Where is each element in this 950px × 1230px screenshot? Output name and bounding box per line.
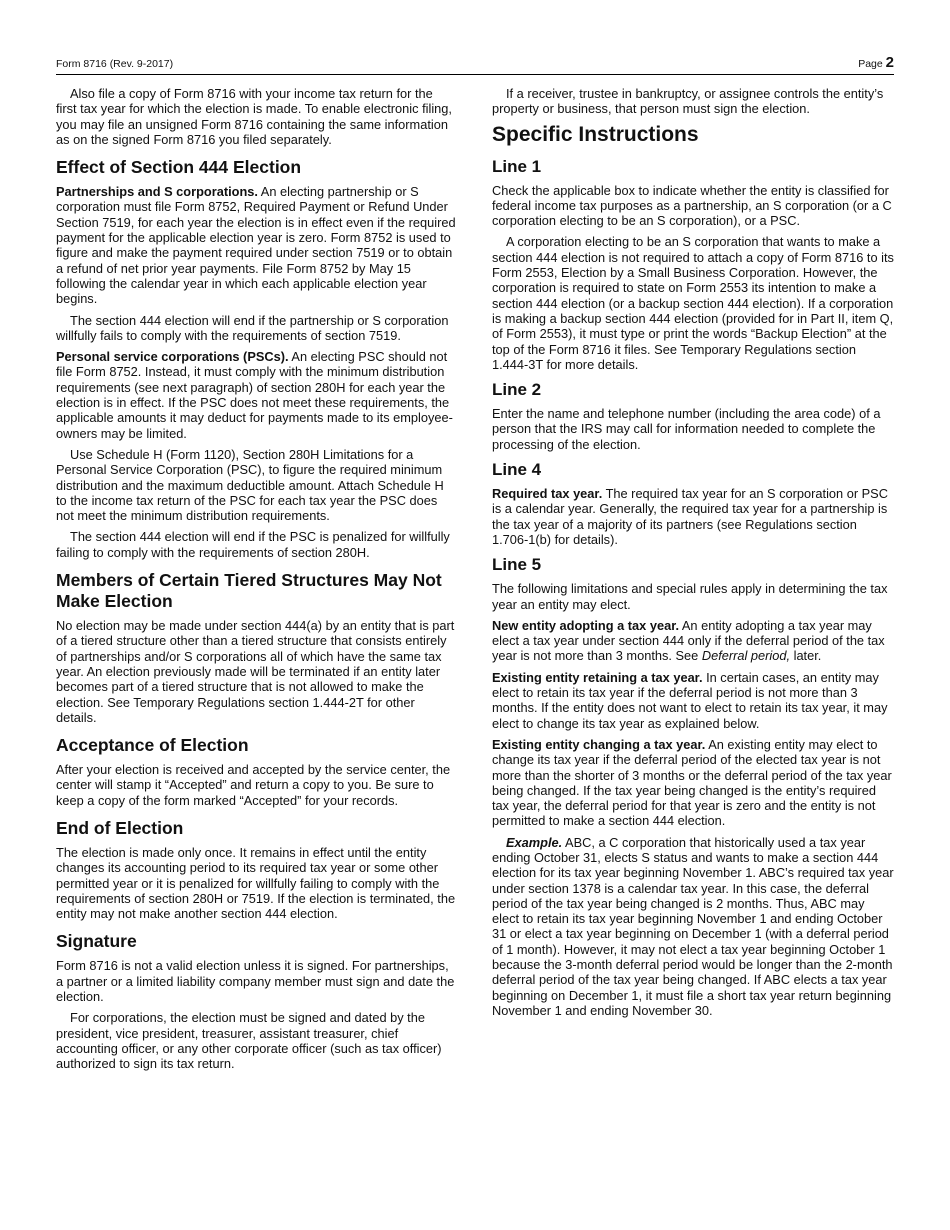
partnerships-text: An electing partnership or S corporation must file Form 8752, Required Payment or Refund Under Section 7519, for each year the election is in effect even if the required payment for the applicable election year is zero. Form 8752 is used to figure and make the payment required under section 7519 or to obtain a refund of net prior year payments. File Form 8752 by May 15 following the calendar year in which each applicable election year begins. — [56, 184, 456, 307]
receiver-paragraph: If a receiver, trustee in bankruptcy, or assignee controls the entity’s property or business, that person must sign the election. — [492, 86, 884, 117]
new-entity-tail: later. — [790, 648, 822, 664]
heading-specific-instructions: Specific Instructions — [492, 122, 699, 146]
heading-acceptance: Acceptance of Election — [56, 735, 249, 756]
new-entity-label: New entity adopting a tax year. — [492, 617, 680, 633]
new-entity-text: An entity adopting a tax year may elect a tax year under section 444 only if the deferral period of the tax year is not more than 3 months. See — [492, 617, 885, 664]
new-entity-paragraph — [492, 618, 894, 664]
page-header — [56, 54, 894, 75]
partnerships-label: Partnerships and S corporations. — [56, 184, 258, 200]
change-tax-year-label: Existing entity changing a tax year. — [492, 736, 706, 752]
deferral-period-reference: Deferral period, — [701, 648, 791, 664]
psc-paragraph — [56, 349, 456, 441]
psc-end-paragraph: The section 444 election will end if the PSC is penalized for willfully failing to comply with the requirements of section 280H. — [56, 529, 450, 560]
page-number-value: 2 — [885, 54, 894, 71]
psc-text: An electing PSC should not file Form 8752. Instead, it must comply with the minimum distribution requirements (see next paragraph) of section 280H for each year the election is in effect. If the PSC does not meet these requirements, the applicable amounts it may deduct for payments made to its employee-owners may be limited. — [56, 349, 453, 441]
retain-tax-year-label: Existing entity retaining a tax year. — [492, 669, 703, 685]
partnerships-paragraph — [56, 184, 456, 306]
page-label: Page — [858, 58, 883, 70]
page-number — [858, 54, 894, 71]
required-tax-year-text: The required tax year for an S corporation or PSC is a calendar year. Generally, the required tax year for a partnership is the tax year of a majority of its partners (see Regulations section 1.706-1(b) for details). — [492, 486, 888, 547]
signature-paragraph-2: For corporations, the election must be signed and dated by the president, vice president, treasurer, assistant treasurer, chief accounting officer, or any other corporate officer (such as tax officer) authorized to sign its tax return. — [56, 1010, 442, 1072]
tiered-structures-paragraph: No election may be made under section 444(a) by an entity that is part of a tiered structure other than a tiered structure that consists entirely of partnerships and/or S corporations all of which have the same tax year. An election previously made will be terminated if an entity later becomes part of a tiered structure that is not allowed to make the election. See Temporary Regulations section 1.444-2T for other details. — [56, 618, 455, 725]
line-2-paragraph: Enter the name and telephone number (including the area code) of a person that the IRS may call for information needed to complete the processing of the election. — [492, 406, 881, 452]
line-5-paragraph: The following limitations and special rules apply in determining the tax year an entity may elect. — [492, 581, 888, 612]
signature-paragraph-1: Form 8716 is not a valid election unless it is signed. For partnerships, a partner or a limited liability company member must sign and date the election. — [56, 958, 455, 1005]
example-label: Example. — [506, 834, 563, 850]
heading-line-4: Line 4 — [492, 460, 542, 480]
line-4-paragraph — [492, 486, 894, 547]
heading-effect-of-election: Effect of Section 444 Election — [56, 157, 302, 178]
schedule-h-paragraph: Use Schedule H (Form 1120), Section 280H Limitations for a Personal Service Corporation (PSC), to figure the required minimum distribution and the maximum deductible amount. Attach Schedule H to the income tax return of the PSC for each tax year the PSC does not meet the minimum distribution requirements. — [56, 446, 444, 524]
heading-line-1: Line 1 — [492, 156, 542, 176]
right-column — [492, 86, 894, 1024]
change-tax-year-text: An existing entity may elect to change its tax year if the deferral period of the elected tax year is not more than the shorter of 3 months or the deferral period of the tax year being changed. If the tax year being changed is the entity’s required tax year, the deferral period for that year is zero and the entity is not permitted to make a section 444 election. — [492, 736, 892, 829]
end-of-election-paragraph: The election is made only once. It remains in effect until the entity changes its accounting period to its required tax year or some other permitted year or it is penalized for willfully failing to comply with the requirements of section 280H or 7519. If the election is terminated, the entity may not make another section 444 election. — [56, 844, 456, 922]
left-column — [56, 86, 456, 1078]
retain-tax-year-text: In certain cases, an entity may elect to retain its tax year if the deferral period is not more than 3 months. If the entity does not want to elect to retain its tax year, it may elect to change its tax year as explained below. — [492, 669, 888, 731]
form-identifier: Form 8716 (Rev. 9-2017) — [56, 58, 174, 70]
line-1-paragraph-b: A corporation electing to be an S corporation that wants to make a section 444 election is not required to attach a copy of Form 8716 to its Form 2553, Election by a Small Business Corporation. However, the corporation is required to state on Form 2553 its intention to make a section 444 election (or a backup section 444 election). If a corporation is making a backup section 444 election (provided for in Part II, item Q, of Form 2553), it must type or print the words “Backup Election” at the top of the Form 8716 it files. See Temporary Regulations section 1.444-3T for more details. — [492, 234, 894, 372]
intro-paragraph: Also file a copy of Form 8716 with your income tax return for the first tax year for which the election is made. To enable electronic filing, you may file an unsigned Form 8716 containing the same information as on the signed Form 8716 you filed separately. — [56, 86, 452, 147]
heading-end-of-election: End of Election — [56, 817, 184, 838]
heading-line-2: Line 2 — [492, 380, 542, 400]
required-tax-year-label: Required tax year. — [492, 486, 603, 502]
psc-label: Personal service corporations (PSCs). — [56, 349, 289, 365]
heading-line-5: Line 5 — [492, 555, 542, 575]
heading-signature: Signature — [56, 931, 137, 952]
line-1-paragraph-a: Check the applicable box to indicate whether the entity is classified for federal income tax purposes as a partnership, an S corporation (or a C corporation electing to be an S corporation), or a PSC. — [492, 182, 892, 229]
acceptance-paragraph: After your election is received and accepted by the service center, the center will stamp it “Accepted” and return a copy to you. Be sure to keep a copy of the form marked “Accepted” for your records. — [56, 762, 451, 808]
retain-tax-year-paragraph — [492, 670, 894, 731]
change-tax-year-paragraph — [492, 737, 894, 829]
example-text: ABC, a C corporation that historically used a tax year ending October 31, elects S status and wants to make a section 444 election for its tax year beginning November 1. ABC’s required tax year under section 1378 is a calendar tax year. In this case, the deferral period of the tax year being changed is 2 months. Thus, ABC may elect to retain its tax year beginning November 1 and ending October 31 or elect a tax year beginning on December 1 (with a deferral period of 1 month). However, it may not elect a tax year beginning October 1 because the 3-month deferral period would be longer than the 2-month deferral period of the tax year being changed. If ABC elects a tax year beginning on December 1, it must file a short tax year return beginning November 1 and ending November 30. — [492, 834, 894, 1018]
s-corp-end-paragraph: The section 444 election will end if the partnership or S corporation willfully fails to comply with the requirements of section 7519. — [56, 312, 449, 343]
example-paragraph — [492, 835, 894, 1019]
heading-tiered-structures: Members of Certain Tiered Structures May Not Make Election — [56, 570, 442, 612]
